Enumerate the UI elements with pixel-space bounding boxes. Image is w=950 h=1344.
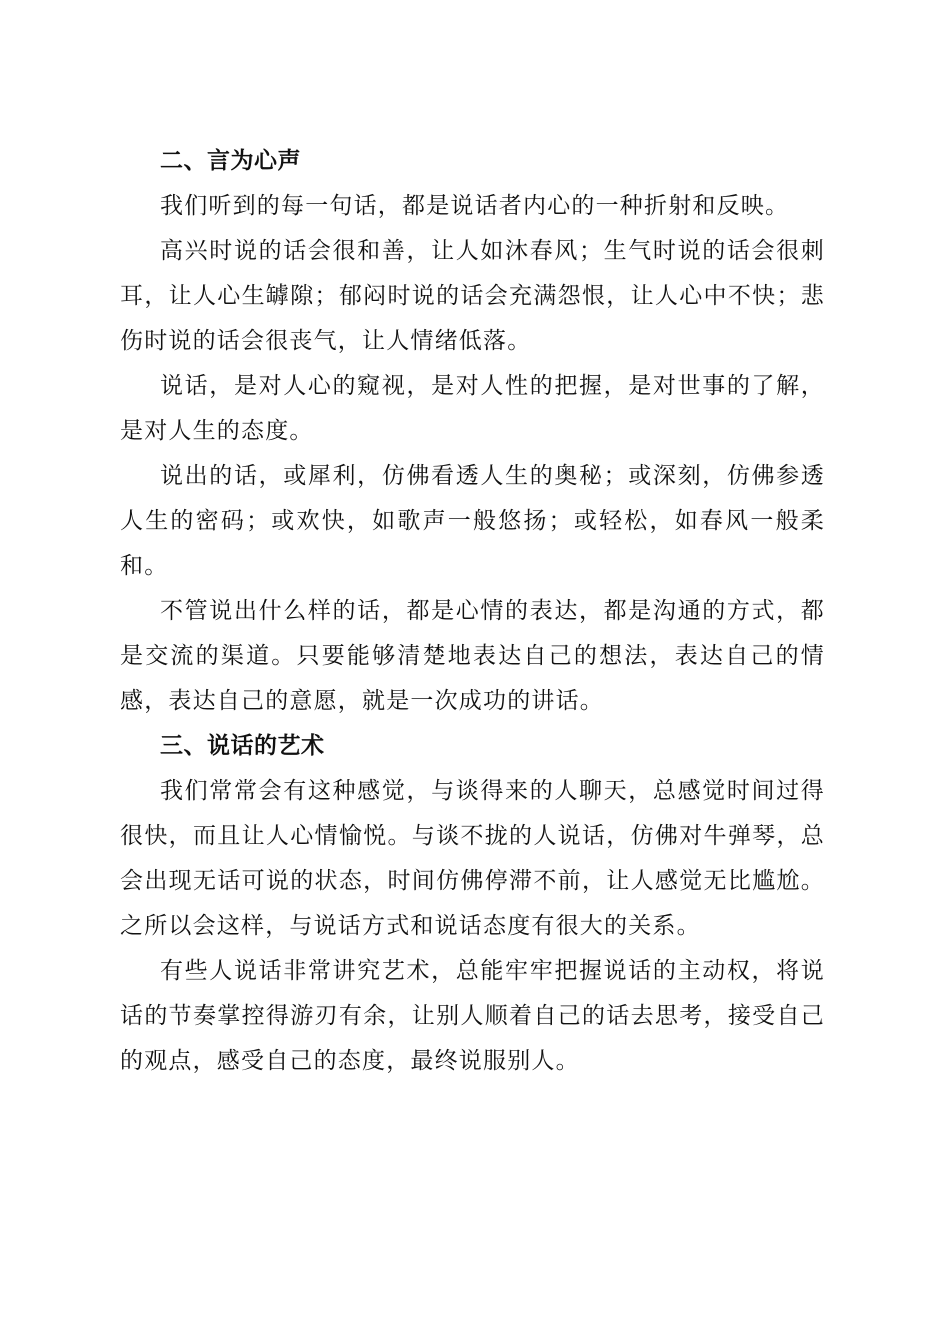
paragraph: 说出的话，或犀利，仿佛看透人生的奥秘；或深刻，仿佛参透人生的密码；或欢快，如歌声一般悠扬；或轻松，如春风一般柔和。 — [120, 463, 825, 579]
paragraph: 说话，是对人心的窥视，是对人性的把握，是对世事的了解，是对人生的态度。 — [120, 373, 825, 444]
paragraph: 有些人说话非常讲究艺术，总能牢牢把握说话的主动权，将说话的节奏掌控得游刃有余，让别人顺着自己的话去思考，接受自己的观点，感受自己的态度，最终说服别人。 — [120, 958, 825, 1074]
section-heading-3: 三、说话的艺术 — [160, 733, 325, 759]
section-heading-2: 二、言为心声 — [160, 148, 301, 174]
paragraph: 不管说出什么样的话，都是心情的表达，都是沟通的方式，都是交流的渠道。只要能够清楚地表达自己的想法，表达自己的情感，表达自己的意愿，就是一次成功的讲话。 — [120, 598, 825, 714]
paragraph: 我们常常会有这种感觉，与谈得来的人聊天，总感觉时间过得很快，而且让人心情愉悦。与谈不拢的人说话，仿佛对牛弹琴，总会出现无话可说的状态，时间仿佛停滞不前，让人感觉无比尴尬。之所以会这样，与说话方式和说话态度有很大的关系。 — [120, 778, 825, 939]
document-body — [120, 139, 825, 1084]
paragraph: 高兴时说的话会很和善，让人如沐春风；生气时说的话会很刺耳，让人心生罅隙；郁闷时说的话会充满怨恨，让人心中不快；悲伤时说的话会很丧气，让人情绪低落。 — [120, 238, 825, 354]
paragraph: 我们听到的每一句话，都是说话者内心的一种折射和反映。 — [160, 193, 790, 219]
